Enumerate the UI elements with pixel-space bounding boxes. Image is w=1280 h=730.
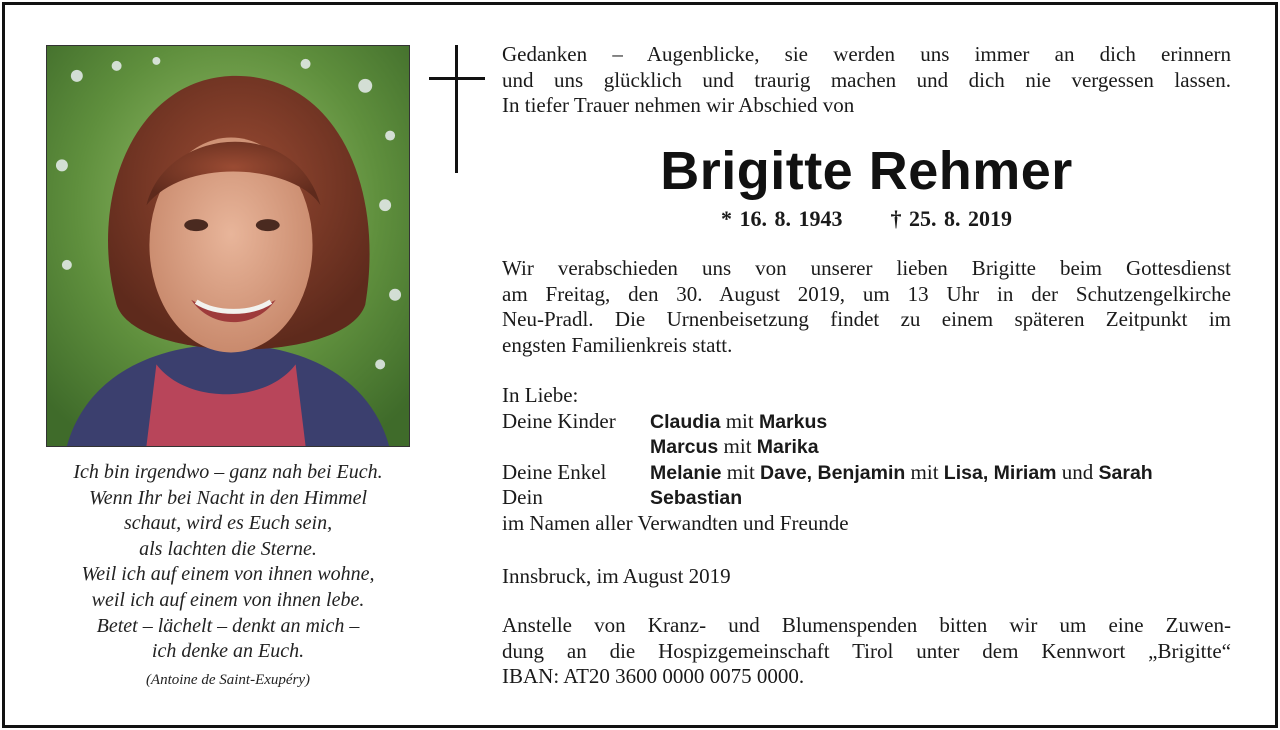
donation-line: IBAN: AT20 3600 0000 0075 0000. <box>502 664 805 689</box>
poem-line: weil ich auf einem von ihnen lebe. <box>91 588 365 611</box>
donation-line: dung an die Hospizgemeinschaft Tirol unter dem Kennwort „Brigitte“ <box>502 638 1231 663</box>
grandchildren-label: Deine Enkel <box>502 459 607 484</box>
mourners-list <box>502 383 1242 537</box>
poem-line: ich denke an Euch. <box>151 640 305 663</box>
intro-text <box>502 42 1231 119</box>
partner-entry: Sebastian <box>650 487 743 510</box>
poem-author: (Antoine de Saint-Exupéry) <box>145 671 311 688</box>
intro-line: und uns glücklich und traurig machen und dich nie vergessen lassen. <box>502 67 1231 92</box>
poem-line: Ich bin irgendwo – ganz nah bei Euch. <box>73 461 383 483</box>
intro-line: Gedanken – Augenblicke, sie werden uns immer an dich erinnern <box>502 42 1231 66</box>
mourners-closing: im Namen aller Verwandten und Freunde <box>502 510 849 535</box>
mourners-heading: In Liebe: <box>502 383 579 407</box>
cross-icon <box>455 45 458 173</box>
place-date: Innsbruck, im August 2019 <box>502 564 731 588</box>
service-line: Neu-Pradl. Die Urnenbeisetzung findet zu einem späteren Zeitpunkt im <box>502 307 1231 332</box>
partner-label: Dein <box>502 485 543 510</box>
service-line: engsten Familienkreis statt. <box>502 332 733 357</box>
grandchildren-entry: Melanie mit Dave, Benjamin mit Lisa, Miriam und Sarah <box>650 459 1153 484</box>
poem-line: schaut, wird es Euch sein, <box>123 512 333 535</box>
donation-line: Anstelle von Kranz- und Blumenspenden bitten wir um eine Zuwen- <box>502 613 1231 637</box>
death-date: † 25. 8. 2019 <box>890 206 1012 231</box>
life-dates <box>502 205 1231 233</box>
poem-line: Wenn Ihr bei Nacht in den Himmel <box>88 486 368 509</box>
portrait-illustration <box>47 46 409 446</box>
poem-line: als lachten die Sterne. <box>139 537 317 560</box>
memorial-poem <box>40 460 416 693</box>
children-label: Deine Kinder <box>502 408 616 433</box>
service-announcement <box>502 256 1231 358</box>
poem-line: Weil ich auf einem von ihnen wohne, <box>81 563 375 586</box>
donation-note <box>502 613 1231 690</box>
service-line: am Freitag, den 30. August 2019, um 13 Uhr in der Schutzengelkirche <box>502 281 1231 306</box>
child-entry: Claudia mit Markus <box>650 408 828 433</box>
birth-date: * 16. 8. 1943 <box>721 206 843 231</box>
intro-line: In tiefer Trauer nehmen wir Abschied von <box>502 93 855 118</box>
service-line: Wir verabschieden uns von unserer lieben Brigitte beim Gottesdienst <box>502 256 1231 280</box>
child-entry: Marcus mit Marika <box>650 434 819 459</box>
cross-icon-bar <box>429 77 485 80</box>
deceased-name: Brigitte Rehmer <box>660 141 1073 201</box>
poem-line: Betet – lächelt – denkt an mich – <box>96 614 360 637</box>
portrait-photo <box>46 45 410 447</box>
